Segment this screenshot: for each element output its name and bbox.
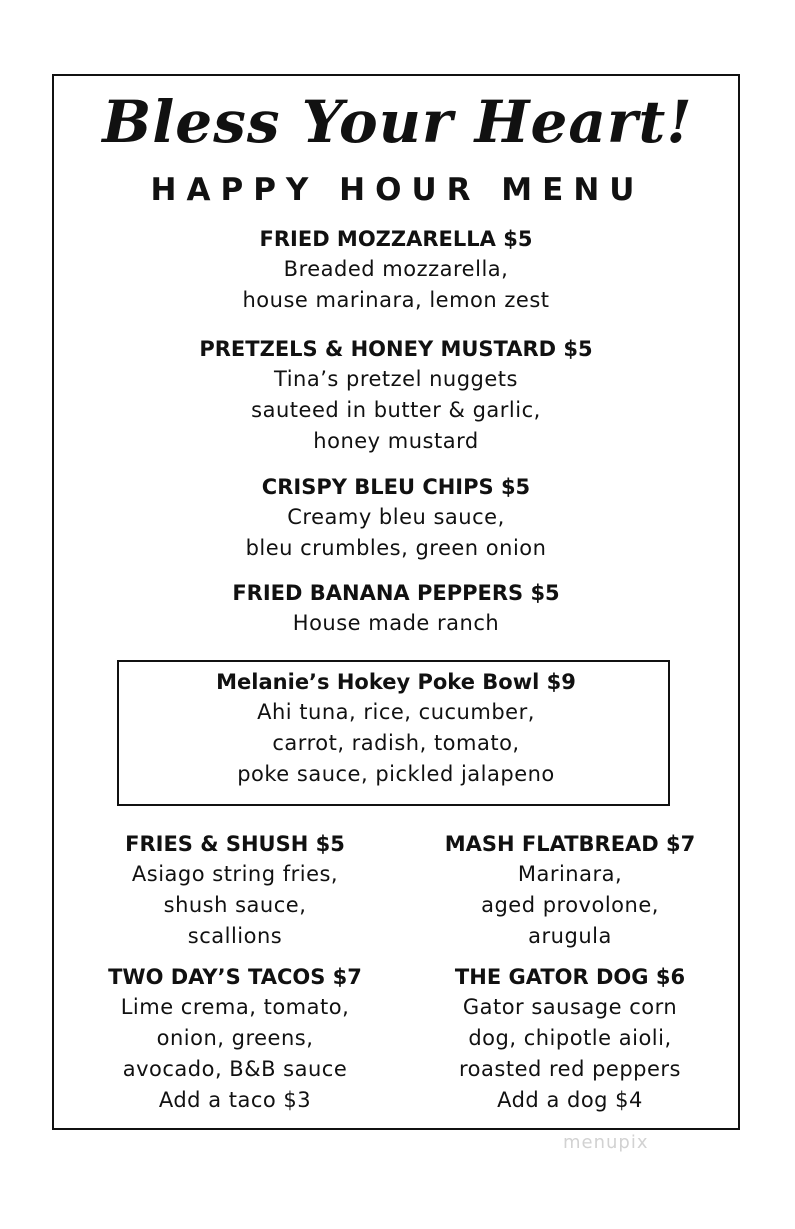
item-name: Melanie’s Hokey Poke Bowl $9 [216, 670, 576, 694]
watermark: menupix [563, 1132, 649, 1153]
menu-subtitle: HAPPY HOUR MENU [150, 172, 645, 208]
item-desc-line: arugula [528, 924, 612, 948]
item-desc-line: carrot, radish, tomato, [272, 731, 520, 755]
item-desc-line: Ahi tuna, rice, cucumber, [257, 700, 535, 724]
item-name: FRIED MOZZARELLA $5 [259, 227, 533, 251]
item-desc-line: Lime crema, tomato, [120, 995, 350, 1019]
item-desc-line: Creamy bleu sauce, [287, 505, 505, 529]
item-name: CRISPY BLEU CHIPS $5 [261, 475, 531, 499]
item-desc-line: bleu crumbles, green onion [245, 536, 547, 560]
restaurant-title: Bless Your Heart! [102, 88, 693, 156]
item-desc-line: roasted red peppers [459, 1057, 681, 1081]
item-desc-line: onion, greens, [156, 1026, 314, 1050]
item-desc-line: scallions [187, 924, 283, 948]
menu-item-fried-mozzarella [52, 224, 740, 316]
item-name: PRETZELS & HONEY MUSTARD $5 [199, 337, 593, 361]
item-desc-line: house marinara, lemon zest [242, 288, 550, 312]
item-desc-line: shush sauce, [163, 893, 307, 917]
item-desc-line: aged provolone, [481, 893, 659, 917]
menu-item-tacos [80, 962, 390, 1116]
item-desc-line: Asiago string fries, [131, 862, 339, 886]
item-desc-line: Breaded mozzarella, [283, 257, 509, 281]
menu-item-crispy-bleu-chips [52, 472, 740, 564]
item-name: MASH FLATBREAD $7 [444, 832, 696, 856]
item-desc-line: avocado, B&B sauce [122, 1057, 348, 1081]
item-desc-line: House made ranch [292, 611, 500, 635]
menu-item-mash-flatbread [415, 829, 725, 952]
item-desc-line: Add a dog $4 [497, 1088, 643, 1112]
item-name: FRIED BANANA PEPPERS $5 [232, 581, 560, 605]
menu-item-fried-banana-peppers [52, 578, 740, 639]
item-desc-line: honey mustard [313, 429, 479, 453]
menu-item-poke-bowl [52, 667, 740, 790]
menu-item-pretzels [52, 334, 740, 457]
menu-item-gator-dog [415, 962, 725, 1116]
item-desc-line: Gator sausage corn [462, 995, 678, 1019]
item-name: FRIES & SHUSH $5 [125, 832, 345, 856]
item-desc-line: Tina’s pretzel nuggets [274, 367, 518, 391]
item-desc-line: poke sauce, pickled jalapeno [237, 762, 555, 786]
item-desc-line: Add a taco $3 [158, 1088, 312, 1112]
item-desc-line: dog, chipotle aioli, [468, 1026, 672, 1050]
item-desc-line: sauteed in butter & garlic, [251, 398, 541, 422]
item-name: TWO DAY’S TACOS $7 [108, 965, 362, 989]
item-name: THE GATOR DOG $6 [454, 965, 686, 989]
menu-item-fries-shush [80, 829, 390, 952]
item-desc-line: Marinara, [517, 862, 623, 886]
